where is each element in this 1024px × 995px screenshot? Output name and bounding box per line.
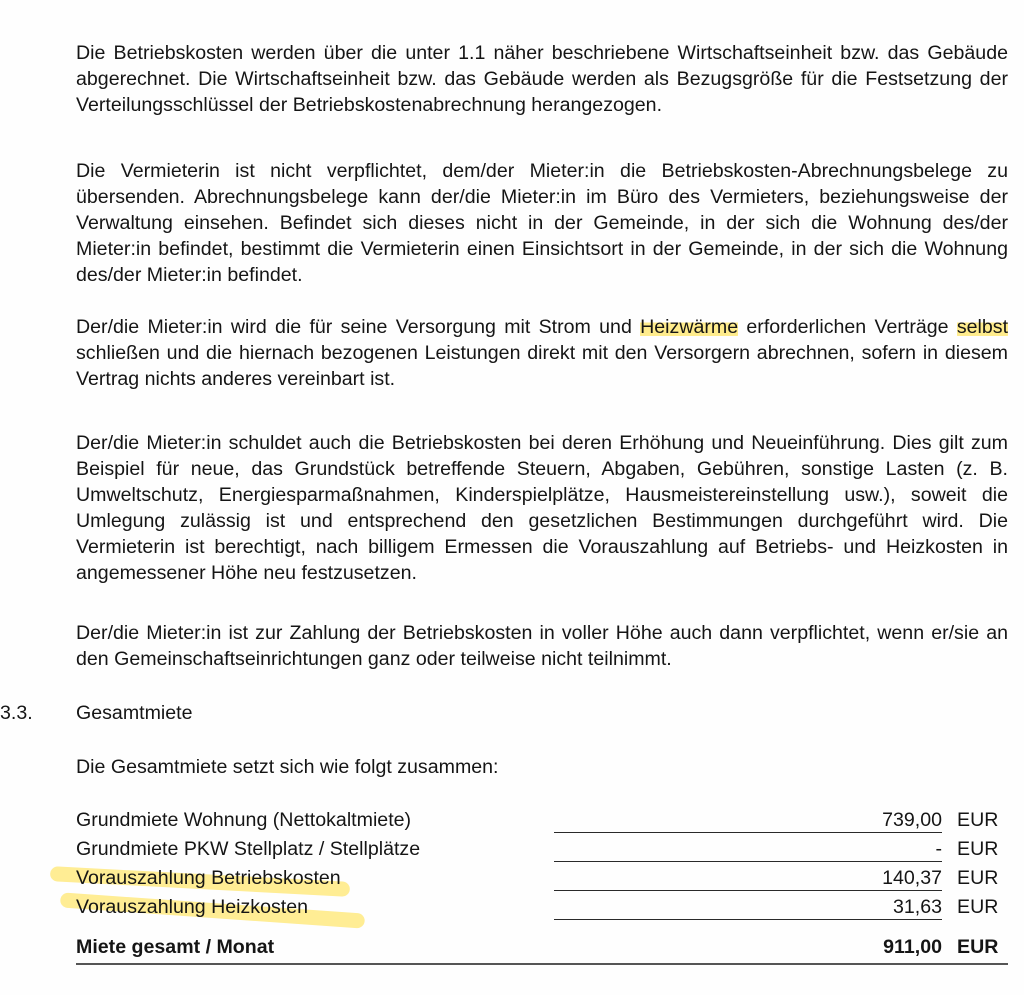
table-row — [76, 835, 1008, 864]
highlight-selbst: selbst — [956, 316, 1009, 338]
section-title: Gesamtmiete — [76, 702, 193, 724]
paragraph-erhoehung-neueinfuehrung: Der/die Mieter:in schuldet auch die Betriebskosten bei deren Erhöhung und Neueinführung. Dies gilt zum Beispiel für neue, das Grundstück betreffende Steuern, Abgaben, Gebühren, sonstige Lasten (z. B. Umweltschutz, Energiesparmaßnahmen, Kinderspielplätze, Hausmeistereinstellung usw.), soweit die Umlegung zulässig ist und entsprechend den gesetzlichen Bestimmungen durchgeführt wird. Die Vermieterin ist berechtigt, nach billigem Ermessen die Vorauszahlung auf Betriebs- und Heizkosten in angemessener Höhe neu festzusetzen. — [76, 432, 1008, 584]
highlight-heizwaerme: Heizwärme — [640, 316, 739, 338]
row-amount: - — [554, 835, 942, 862]
table-row — [76, 864, 1008, 893]
total-amount: 911,00 — [883, 936, 942, 958]
paragraph-versorgung-before: Der/die Mieter:in wird die für seine Versorgung mit Strom und — [76, 316, 641, 338]
paragraph-abrechnungsbelege: Die Vermieterin ist nicht verpflichtet, dem/der Mieter:in die Betriebskosten-Abrechnungsbelege zu übersenden. Abrechnungsbelege kann der/die Mieter:in im Büro des Vermieters, beziehungsweise der Verwaltung einsehen. Befindet sich dieses nicht in der Gemeinde, in der sich die Wohnung des/der Mieter:in befindet, bestimmt die Vermieterin einen Einsichtsort in der Gemeinde, in der sich die Wohnung des/der Mieter:in befindet. — [76, 160, 1008, 286]
paragraph-versorgung-after: schließen und die hiernach bezogenen Leistungen direkt mit den Versorgern abrechnen, sofern in diesem Vertrag nichts anderes vereinbart ist. — [76, 342, 1008, 390]
total-label: Miete gesamt / Monat — [76, 936, 275, 958]
table-row — [76, 893, 1008, 922]
section-intro: Die Gesamtmiete setzt sich wie folgt zusammen: — [76, 756, 499, 778]
section-number: 3.3. — [0, 702, 33, 724]
row-label: Vorauszahlung Betriebskosten — [76, 867, 341, 889]
rent-table — [76, 806, 1008, 963]
row-label: Grundmiete PKW Stellplatz / Stellplätze — [76, 838, 421, 860]
paragraph-gemeinschaftseinrichtungen: Der/die Mieter:in ist zur Zahlung der Betriebskosten in voller Höhe auch dann verpflichtet, wenn er/sie an den Gemeinschaftseinrichtungen ganz oder teilweise nicht teilnimmt. — [76, 622, 1008, 670]
row-unit: EUR — [957, 838, 999, 860]
paragraph-betriebskosten-abrechnung: Die Betriebskosten werden über die unter 1.1 näher beschriebene Wirtschaftseinheit bzw. das Gebäude abgerechnet. Die Wirtschaftseinheit bzw. das Gebäude werden als Bezugsgröße für die Festsetzung der Verteilungsschlüssel der Betriebskostenabrechnung herangezogen. — [76, 42, 1008, 116]
row-unit: EUR — [957, 867, 999, 889]
row-label: Grundmiete Wohnung (Nettokaltmiete) — [76, 809, 412, 831]
total-unit: EUR — [957, 936, 999, 958]
row-amount: 31,63 — [554, 893, 942, 920]
table-row — [76, 806, 1008, 835]
row-label: Vorauszahlung Heizkosten — [76, 896, 309, 918]
row-unit: EUR — [957, 896, 999, 918]
row-amount: 739,00 — [554, 806, 942, 833]
row-amount: 140,37 — [554, 864, 942, 891]
row-unit: EUR — [957, 809, 999, 831]
total-underline — [76, 963, 1008, 965]
paragraph-versorgung — [76, 314, 1008, 392]
paragraph-versorgung-middle: erforderlichen Verträge — [738, 316, 957, 338]
table-row-total — [76, 933, 1008, 963]
